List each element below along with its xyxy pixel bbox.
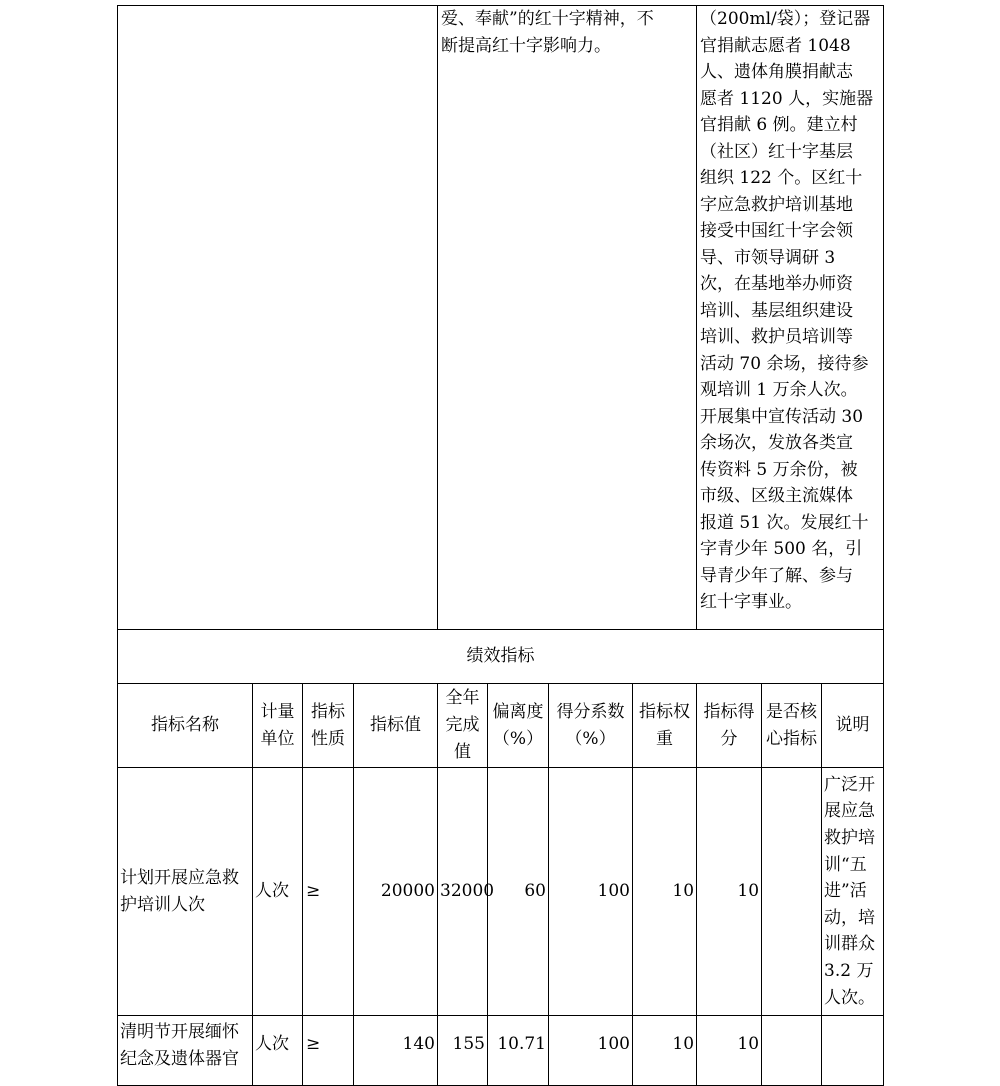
row-actual: 32000	[438, 768, 488, 1016]
header-nature: 指标 性质	[303, 684, 354, 768]
row-name: 清明节开展缅怀 纪念及遗体器官	[118, 1016, 253, 1086]
row-nature: ≥	[303, 1016, 354, 1086]
performance-table	[117, 5, 884, 1086]
row-nature: ≥	[303, 768, 354, 1016]
row-coef: 100	[549, 768, 633, 1016]
header-name: 指标名称	[118, 684, 253, 768]
row-weight: 10	[633, 1016, 697, 1086]
header-row	[118, 684, 884, 768]
section-title: 绩效指标	[118, 630, 884, 684]
row-core	[762, 768, 822, 1016]
row-note: 广泛开 展应急 救护培 训“五 进”活 动，培 训群众 3.2 万 人次。	[822, 768, 884, 1016]
row-actual: 155	[438, 1016, 488, 1086]
blank-cell	[118, 6, 438, 630]
header-core: 是否核 心指标	[762, 684, 822, 768]
header-coef: 得分系数 （%）	[549, 684, 633, 768]
section-row	[118, 630, 884, 684]
row-note	[822, 1016, 884, 1086]
middle-content-cell: 爱、奉献”的红十字精神，不 断提高红十字影响力。	[438, 6, 697, 630]
row-unit: 人次	[253, 768, 303, 1016]
header-deviation: 偏离度 （%）	[488, 684, 549, 768]
header-target: 指标值	[354, 684, 438, 768]
header-note: 说明	[822, 684, 884, 768]
row-target: 20000	[354, 768, 438, 1016]
header-score: 指标得 分	[697, 684, 762, 768]
row-weight: 10	[633, 768, 697, 1016]
row-score: 10	[697, 1016, 762, 1086]
row-unit: 人次	[253, 1016, 303, 1086]
row-target: 140	[354, 1016, 438, 1086]
row-deviation: 60	[488, 768, 549, 1016]
row-deviation: 10.71	[488, 1016, 549, 1086]
header-unit: 计量 单位	[253, 684, 303, 768]
table-row	[118, 768, 884, 1016]
header-actual: 全年 完成 值	[438, 684, 488, 768]
content-row	[118, 6, 884, 630]
row-name: 计划开展应急救 护培训人次	[118, 768, 253, 1016]
row-core	[762, 1016, 822, 1086]
row-score: 10	[697, 768, 762, 1016]
row-coef: 100	[549, 1016, 633, 1086]
header-weight: 指标权 重	[633, 684, 697, 768]
table-row	[118, 1016, 884, 1086]
right-content-cell: （200ml/袋）；登记器 官捐献志愿者 1048 人、遗体角膜捐献志 愿者 1120 人，实施器 官捐献 6 例。建立村 （社区）红十字基层 组织 122 个。区红十 字应急救护培训基地 接受中国红十字会领 导、市领导调研 3 次，在基地举办师资 培训、基层组织建设 培训、救护员培训等 活动 70 余场，接待参 观培训 1 万余人次。 开展集中宣传活动 30 余场次，发放各类宣 传资料 5 万余份，被 市级、区级主流媒体 报道 51 次。发展红十 字青少年 500 名，引 导青少年了解、参与 红十字事业。	[697, 6, 884, 630]
